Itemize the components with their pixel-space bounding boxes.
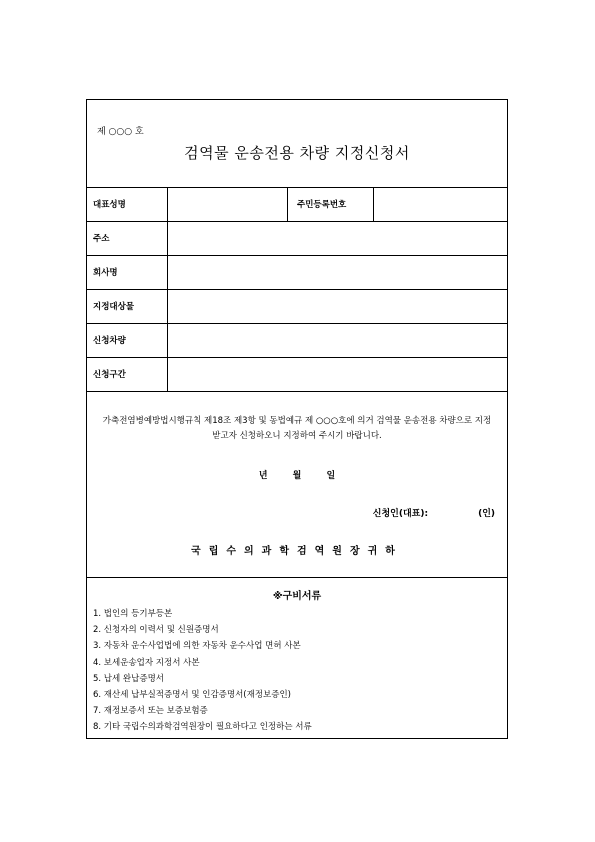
- divider: [167, 188, 168, 222]
- label-vehicle: 신청차량: [93, 336, 126, 346]
- attachments-section: [87, 577, 507, 738]
- list-item: 3. 자동차 운수사업법에 의한 자동차 운수사업 면허 사본: [93, 641, 301, 652]
- divider: [167, 324, 168, 358]
- attachments-list: [93, 606, 312, 736]
- seal-label: (인): [478, 509, 495, 519]
- label-company-name: 회사명: [93, 268, 118, 278]
- statement-text: 가축전염병예방법시행규칙 제18조 제3항 및 동법예규 제 ○○○호에 의거 검역물 운송전용 차량으로 지정 받고자 신청하오니 지정하여 주시기 바랍니다.: [102, 416, 492, 441]
- addressee: 국립수의과학검역원장귀하: [191, 546, 403, 557]
- divider: [167, 222, 168, 256]
- attachments-title: ※구비서류: [272, 591, 322, 602]
- divider: [373, 188, 374, 222]
- list-item: 7. 재정보증서 또는 보증보험증: [93, 706, 208, 717]
- list-item: 2. 신청자의 이력서 및 신원증명서: [93, 625, 219, 636]
- label-target-goods: 지정대상물: [93, 302, 135, 312]
- statement-section: [87, 391, 507, 578]
- label-section: 신청구간: [93, 370, 126, 380]
- divider: [287, 188, 288, 222]
- row-vehicle: [87, 323, 507, 358]
- row-target-goods: [87, 289, 507, 324]
- label-representative-name: 대표성명: [93, 200, 126, 210]
- list-item: 5. 납세 완납증명서: [93, 673, 164, 684]
- row-company: [87, 255, 507, 290]
- list-item: 1. 법인의 등기부등본: [93, 609, 173, 619]
- document-number: 제 ○○○ 호: [97, 127, 144, 137]
- list-item: 8. 기타 국립수의과학검역원장이 필요하다고 인정하는 서류: [93, 722, 312, 733]
- divider: [167, 358, 168, 392]
- row-representative: [87, 187, 507, 222]
- form-header: [87, 100, 507, 187]
- applicant-label: 신청인(대표):: [372, 509, 429, 519]
- label-address: 주소: [93, 234, 110, 244]
- divider: [167, 290, 168, 324]
- date-line: 년 월 일: [258, 471, 336, 481]
- row-section: [87, 357, 507, 392]
- form-title: 검역물 운송전용 차량 지정신청서: [184, 144, 410, 162]
- applicant-signature: [373, 506, 495, 519]
- application-form: [86, 99, 508, 739]
- list-item: 6. 재산세 납부실적증명서 및 인감증명서(재정보증인): [93, 690, 291, 701]
- divider: [167, 256, 168, 290]
- label-resident-number: 주민등록번호: [297, 200, 347, 210]
- row-address: [87, 221, 507, 256]
- list-item: 4. 보세운송업자 지정서 사본: [93, 657, 200, 668]
